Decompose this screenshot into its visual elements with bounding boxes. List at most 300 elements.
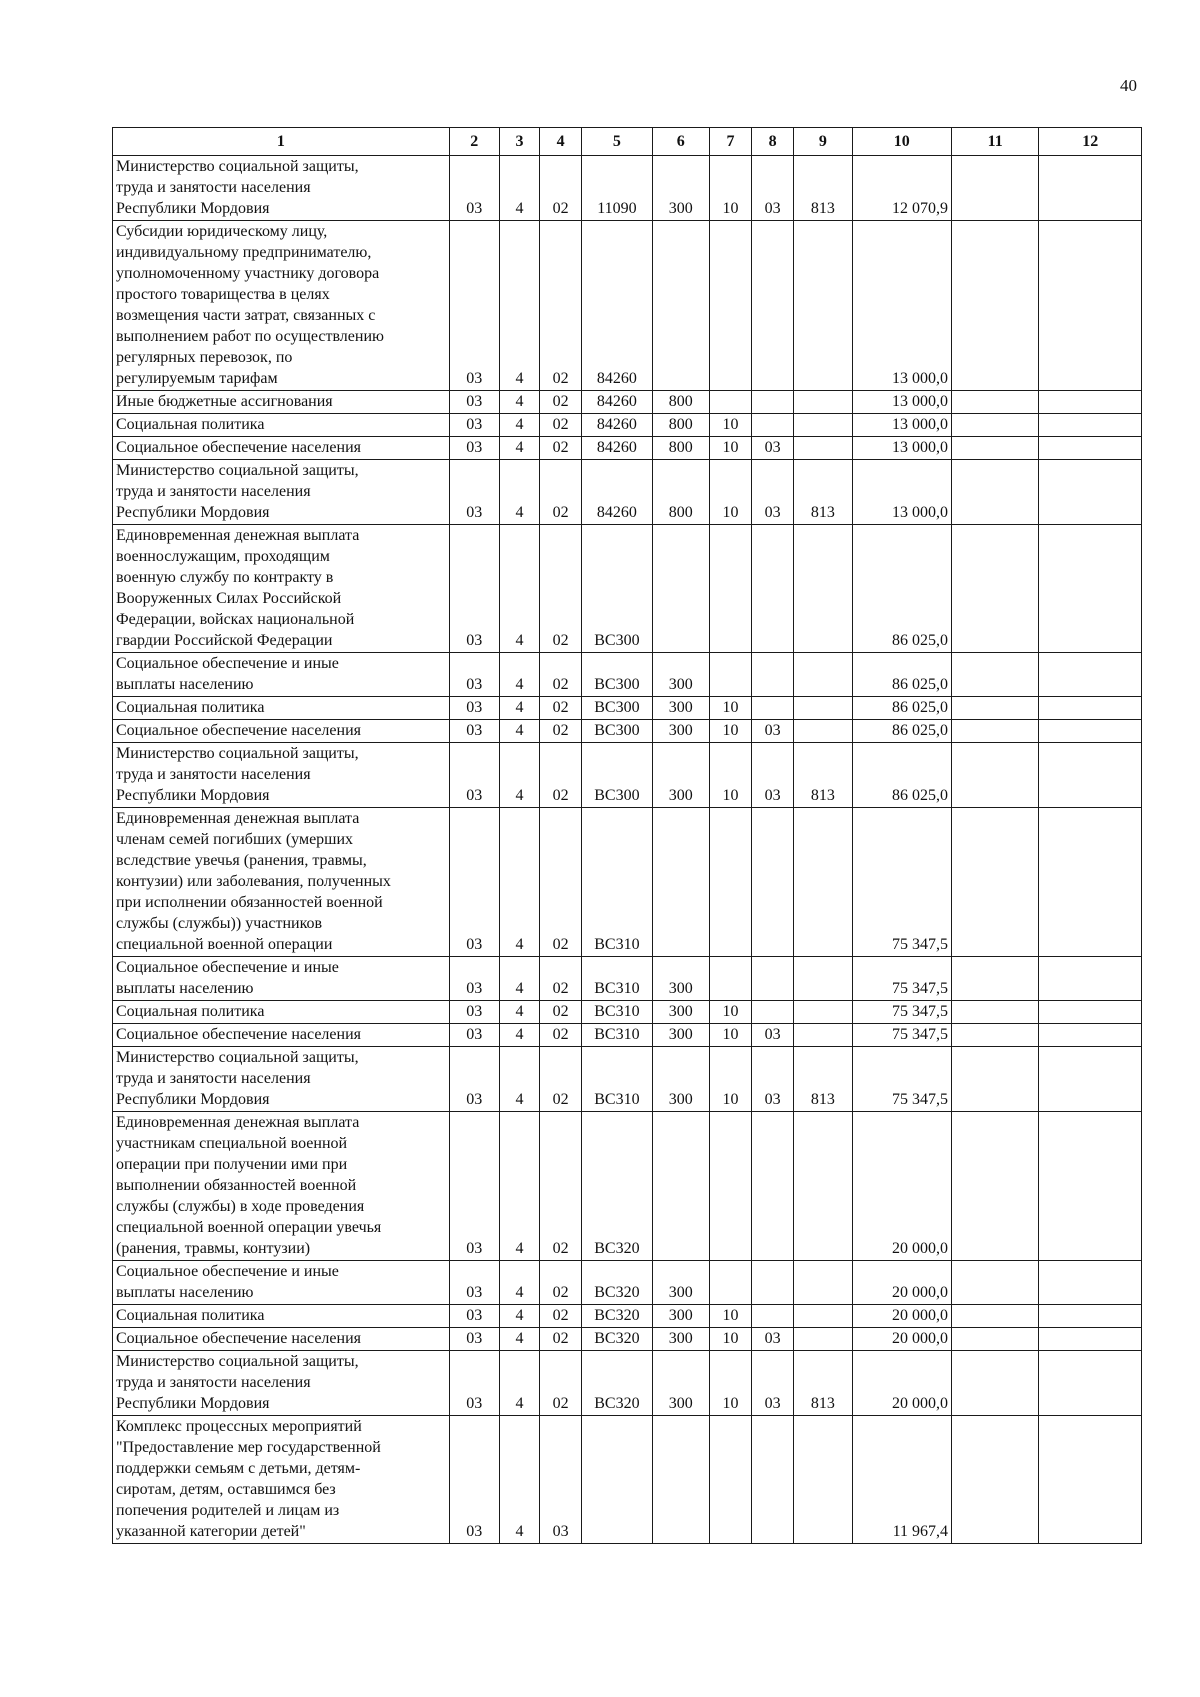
item-name-line: специальной военной операции [116, 936, 333, 953]
item-name-line: Социальное обеспечение и иные [116, 1263, 339, 1280]
column-11-cell [952, 437, 1039, 460]
target-code-cell: ВС320 [582, 1261, 652, 1305]
item-name-line: сиротам, детям, оставшимся без [116, 1481, 336, 1498]
grbs-code-cell [794, 1261, 852, 1305]
expense-type-cell [652, 1416, 709, 1544]
grbs-code-cell [794, 414, 852, 437]
expense-type-cell: 300 [652, 957, 709, 1001]
table-row [113, 1328, 1142, 1351]
podrazdel-code-cell: 03 [752, 743, 794, 808]
program-code-cell: 02 [540, 156, 582, 221]
target-code-cell: 84260 [582, 437, 652, 460]
section-code-cell: 03 [449, 1261, 499, 1305]
column-11-cell [952, 1416, 1039, 1544]
expense-type-cell [652, 525, 709, 653]
amount-cell: 11 967,4 [852, 1416, 951, 1544]
section-code-cell: 03 [449, 1416, 499, 1544]
expense-type-cell: 300 [652, 1047, 709, 1112]
table-row [113, 808, 1142, 957]
item-name-line: индивидуальному предпринимателю, [116, 244, 372, 261]
expense-type-cell: 800 [652, 391, 709, 414]
item-name-line: Социальная политика [116, 1003, 265, 1020]
column-12-cell [1039, 156, 1142, 221]
expense-type-cell: 300 [652, 1351, 709, 1416]
table-body [113, 156, 1142, 1544]
table-row [113, 391, 1142, 414]
section-code-cell: 03 [449, 221, 499, 391]
table-row [113, 156, 1142, 221]
razdel-code-cell: 10 [709, 414, 751, 437]
item-name-line: контузии) или заболевания, полученных [116, 873, 391, 890]
amount-cell: 13 000,0 [852, 391, 951, 414]
section-code-cell: 03 [449, 653, 499, 697]
podrazdel-code-cell [752, 1305, 794, 1328]
column-12-cell [1039, 460, 1142, 525]
item-name-line: Социальное обеспечение населения [116, 1330, 361, 1347]
item-name-line: Социальное обеспечение населения [116, 1026, 361, 1043]
grbs-code-cell [794, 720, 852, 743]
grbs-code-cell [794, 1416, 852, 1544]
column-12-cell [1039, 653, 1142, 697]
target-code-cell: ВС310 [582, 957, 652, 1001]
item-name-line: Социальная политика [116, 416, 265, 433]
table-row [113, 1416, 1142, 1544]
table-row [113, 1112, 1142, 1261]
amount-cell: 86 025,0 [852, 697, 951, 720]
podrazdel-code-cell: 03 [752, 437, 794, 460]
column-header: 1 [113, 128, 450, 156]
item-name-cell [113, 808, 450, 957]
target-code-cell: ВС300 [582, 743, 652, 808]
item-name-line: труда и занятости населения [116, 483, 311, 500]
grbs-code-cell [794, 1024, 852, 1047]
podrazdel-code-cell: 03 [752, 1024, 794, 1047]
amount-cell: 20 000,0 [852, 1305, 951, 1328]
podrazdel-code-cell [752, 1112, 794, 1261]
target-code-cell: 84260 [582, 460, 652, 525]
subsection-code-cell: 4 [499, 1328, 539, 1351]
item-name-line: Республики Мордовия [116, 200, 270, 217]
item-name-line: Социальное обеспечение и иные [116, 655, 339, 672]
item-name-line: членам семей погибших (умерших [116, 831, 354, 848]
column-12-cell [1039, 525, 1142, 653]
column-11-cell [952, 1328, 1039, 1351]
subsection-code-cell: 4 [499, 1261, 539, 1305]
podrazdel-code-cell [752, 653, 794, 697]
item-name-cell [113, 525, 450, 653]
program-code-cell: 02 [540, 1001, 582, 1024]
section-code-cell: 03 [449, 156, 499, 221]
column-12-cell [1039, 957, 1142, 1001]
item-name-line: Иные бюджетные ассигнования [116, 393, 333, 410]
expense-type-cell: 300 [652, 1328, 709, 1351]
amount-cell: 20 000,0 [852, 1261, 951, 1305]
item-name-cell [113, 1328, 450, 1351]
column-12-cell [1039, 1024, 1142, 1047]
column-header: 3 [499, 128, 539, 156]
razdel-code-cell: 10 [709, 720, 751, 743]
razdel-code-cell [709, 1112, 751, 1261]
item-name-cell [113, 1024, 450, 1047]
item-name-cell [113, 414, 450, 437]
item-name-line: Социальное обеспечение населения [116, 439, 361, 456]
section-code-cell: 03 [449, 1305, 499, 1328]
column-header: 10 [852, 128, 951, 156]
razdel-code-cell: 10 [709, 460, 751, 525]
column-11-cell [952, 653, 1039, 697]
amount-cell: 86 025,0 [852, 720, 951, 743]
column-header: 7 [709, 128, 751, 156]
item-name-cell [113, 720, 450, 743]
razdel-code-cell [709, 221, 751, 391]
grbs-code-cell [794, 437, 852, 460]
item-name-cell [113, 221, 450, 391]
table-row [113, 437, 1142, 460]
column-11-cell [952, 460, 1039, 525]
column-12-cell [1039, 1351, 1142, 1416]
item-name-line: труда и занятости населения [116, 766, 311, 783]
grbs-code-cell [794, 1001, 852, 1024]
expense-type-cell: 300 [652, 697, 709, 720]
item-name-line: труда и занятости населения [116, 1070, 311, 1087]
column-12-cell [1039, 437, 1142, 460]
subsection-code-cell: 4 [499, 414, 539, 437]
subsection-code-cell: 4 [499, 720, 539, 743]
grbs-code-cell: 813 [794, 156, 852, 221]
item-name-line: попечения родителей и лицам из [116, 1502, 340, 1519]
item-name-line: Министерство социальной защиты, [116, 1353, 359, 1370]
razdel-code-cell [709, 1261, 751, 1305]
item-name-line: простого товарищества в целях [116, 286, 330, 303]
subsection-code-cell: 4 [499, 808, 539, 957]
grbs-code-cell [794, 525, 852, 653]
program-code-cell: 02 [540, 525, 582, 653]
razdel-code-cell: 10 [709, 1047, 751, 1112]
item-name-line: уполномоченному участнику договора [116, 265, 380, 282]
program-code-cell: 02 [540, 221, 582, 391]
item-name-line: возмещения части затрат, связанных с [116, 307, 376, 324]
item-name-line: регулярных перевозок, по [116, 349, 293, 366]
grbs-code-cell [794, 1305, 852, 1328]
item-name-line: выплаты населению [116, 676, 254, 693]
program-code-cell: 02 [540, 1328, 582, 1351]
item-name-line: Республики Мордовия [116, 787, 270, 804]
expense-type-cell: 300 [652, 156, 709, 221]
item-name-cell [113, 1112, 450, 1261]
column-11-cell [952, 957, 1039, 1001]
program-code-cell: 02 [540, 743, 582, 808]
column-12-cell [1039, 1416, 1142, 1544]
razdel-code-cell: 10 [709, 156, 751, 221]
razdel-code-cell [709, 808, 751, 957]
podrazdel-code-cell: 03 [752, 1351, 794, 1416]
podrazdel-code-cell: 03 [752, 1047, 794, 1112]
column-12-cell [1039, 1328, 1142, 1351]
item-name-line: "Предоставление мер государственной [116, 1439, 381, 1456]
amount-cell: 75 347,5 [852, 1024, 951, 1047]
expense-type-cell [652, 221, 709, 391]
amount-cell: 86 025,0 [852, 653, 951, 697]
item-name-line: Министерство социальной защиты, [116, 1049, 359, 1066]
razdel-code-cell [709, 1416, 751, 1544]
subsection-code-cell: 4 [499, 957, 539, 1001]
item-name-line: Социальная политика [116, 699, 265, 716]
table-row [113, 1047, 1142, 1112]
column-11-cell [952, 697, 1039, 720]
column-12-cell [1039, 221, 1142, 391]
item-name-line: выполнением работ по осуществлению [116, 328, 384, 345]
subsection-code-cell: 4 [499, 1047, 539, 1112]
expense-type-cell: 300 [652, 1024, 709, 1047]
section-code-cell: 03 [449, 743, 499, 808]
subsection-code-cell: 4 [499, 391, 539, 414]
table-row [113, 653, 1142, 697]
item-name-line: выплаты населению [116, 1284, 254, 1301]
grbs-code-cell [794, 808, 852, 957]
column-11-cell [952, 391, 1039, 414]
razdel-code-cell: 10 [709, 437, 751, 460]
podrazdel-code-cell [752, 391, 794, 414]
expense-type-cell: 800 [652, 414, 709, 437]
target-code-cell: 84260 [582, 221, 652, 391]
amount-cell: 86 025,0 [852, 525, 951, 653]
item-name-line: Федерации, войсках национальной [116, 611, 355, 628]
budget-table [112, 127, 1142, 1544]
table-row [113, 1024, 1142, 1047]
item-name-line: Единовременная денежная выплата [116, 527, 360, 544]
column-header: 4 [540, 128, 582, 156]
program-code-cell: 03 [540, 1416, 582, 1544]
target-code-cell: ВС310 [582, 1047, 652, 1112]
subsection-code-cell: 4 [499, 1351, 539, 1416]
column-11-cell [952, 1261, 1039, 1305]
column-11-cell [952, 414, 1039, 437]
column-header: 12 [1039, 128, 1142, 156]
program-code-cell: 02 [540, 1261, 582, 1305]
table-row [113, 957, 1142, 1001]
podrazdel-code-cell [752, 1416, 794, 1544]
razdel-code-cell [709, 525, 751, 653]
item-name-line: Социальное обеспечение и иные [116, 959, 339, 976]
column-11-cell [952, 156, 1039, 221]
expense-type-cell: 300 [652, 1305, 709, 1328]
column-header: 6 [652, 128, 709, 156]
item-name-line: указанной категории детей" [116, 1523, 306, 1540]
section-code-cell: 03 [449, 460, 499, 525]
item-name-cell [113, 1416, 450, 1544]
column-header: 9 [794, 128, 852, 156]
column-12-cell [1039, 743, 1142, 808]
column-11-cell [952, 525, 1039, 653]
column-12-cell [1039, 1305, 1142, 1328]
table-row [113, 743, 1142, 808]
grbs-code-cell [794, 391, 852, 414]
target-code-cell: ВС300 [582, 720, 652, 743]
program-code-cell: 02 [540, 391, 582, 414]
program-code-cell: 02 [540, 720, 582, 743]
expense-type-cell: 300 [652, 720, 709, 743]
item-name-line: Министерство социальной защиты, [116, 462, 359, 479]
column-header: 11 [952, 128, 1039, 156]
item-name-line: труда и занятости населения [116, 1374, 311, 1391]
item-name-line: Субсидии юридическому лицу, [116, 223, 328, 240]
item-name-line: вследствие увечья (ранения, травмы, [116, 852, 367, 869]
item-name-line: при исполнении обязанностей военной [116, 894, 383, 911]
razdel-code-cell: 10 [709, 1328, 751, 1351]
subsection-code-cell: 4 [499, 221, 539, 391]
program-code-cell: 02 [540, 1305, 582, 1328]
table-row [113, 1001, 1142, 1024]
target-code-cell: ВС310 [582, 808, 652, 957]
razdel-code-cell [709, 957, 751, 1001]
item-name-line: выполнении обязанностей военной [116, 1177, 357, 1194]
table-row [113, 697, 1142, 720]
podrazdel-code-cell [752, 808, 794, 957]
section-code-cell: 03 [449, 1351, 499, 1416]
expense-type-cell: 800 [652, 460, 709, 525]
item-name-line: Социальное обеспечение населения [116, 722, 361, 739]
subsection-code-cell: 4 [499, 156, 539, 221]
target-code-cell: 84260 [582, 414, 652, 437]
subsection-code-cell: 4 [499, 460, 539, 525]
item-name-cell [113, 437, 450, 460]
section-code-cell: 03 [449, 1001, 499, 1024]
grbs-code-cell [794, 221, 852, 391]
item-name-cell [113, 1261, 450, 1305]
amount-cell: 13 000,0 [852, 460, 951, 525]
amount-cell: 20 000,0 [852, 1328, 951, 1351]
column-11-cell [952, 1001, 1039, 1024]
section-code-cell: 03 [449, 1047, 499, 1112]
subsection-code-cell: 4 [499, 743, 539, 808]
subsection-code-cell: 4 [499, 1024, 539, 1047]
expense-type-cell [652, 1112, 709, 1261]
item-name-cell [113, 743, 450, 808]
subsection-code-cell: 4 [499, 1305, 539, 1328]
column-header: 2 [449, 128, 499, 156]
table-row [113, 525, 1142, 653]
table-row [113, 1305, 1142, 1328]
podrazdel-code-cell [752, 1261, 794, 1305]
grbs-code-cell [794, 1328, 852, 1351]
podrazdel-code-cell [752, 1001, 794, 1024]
amount-cell: 12 070,9 [852, 156, 951, 221]
column-12-cell [1039, 391, 1142, 414]
grbs-code-cell: 813 [794, 1047, 852, 1112]
target-code-cell: ВС320 [582, 1305, 652, 1328]
table-row [113, 221, 1142, 391]
section-code-cell: 03 [449, 414, 499, 437]
program-code-cell: 02 [540, 1024, 582, 1047]
target-code-cell: ВС310 [582, 1024, 652, 1047]
section-code-cell: 03 [449, 697, 499, 720]
section-code-cell: 03 [449, 1112, 499, 1261]
target-code-cell: ВС320 [582, 1351, 652, 1416]
target-code-cell: ВС300 [582, 525, 652, 653]
target-code-cell: 11090 [582, 156, 652, 221]
section-code-cell: 03 [449, 525, 499, 653]
item-name-cell [113, 1001, 450, 1024]
section-code-cell: 03 [449, 720, 499, 743]
section-code-cell: 03 [449, 808, 499, 957]
amount-cell: 13 000,0 [852, 437, 951, 460]
podrazdel-code-cell: 03 [752, 1328, 794, 1351]
program-code-cell: 02 [540, 414, 582, 437]
table-header-row [113, 128, 1142, 156]
razdel-code-cell: 10 [709, 1305, 751, 1328]
table-row [113, 1351, 1142, 1416]
podrazdel-code-cell: 03 [752, 156, 794, 221]
item-name-line: (ранения, травмы, контузии) [116, 1240, 311, 1257]
item-name-cell [113, 653, 450, 697]
amount-cell: 13 000,0 [852, 221, 951, 391]
program-code-cell: 02 [540, 653, 582, 697]
amount-cell: 75 347,5 [852, 957, 951, 1001]
item-name-cell [113, 1305, 450, 1328]
grbs-code-cell [794, 697, 852, 720]
item-name-line: Республики Мордовия [116, 504, 270, 521]
amount-cell: 75 347,5 [852, 1047, 951, 1112]
program-code-cell: 02 [540, 1047, 582, 1112]
table-row [113, 1261, 1142, 1305]
column-11-cell [952, 1112, 1039, 1261]
item-name-line: Вооруженных Силах Российской [116, 590, 342, 607]
target-code-cell: ВС300 [582, 697, 652, 720]
section-code-cell: 03 [449, 437, 499, 460]
item-name-line: военнослужащим, проходящим [116, 548, 330, 565]
column-11-cell [952, 1351, 1039, 1416]
amount-cell: 75 347,5 [852, 1001, 951, 1024]
column-11-cell [952, 1305, 1039, 1328]
table-row [113, 460, 1142, 525]
item-name-line: Министерство социальной защиты, [116, 158, 359, 175]
expense-type-cell: 300 [652, 743, 709, 808]
section-code-cell: 03 [449, 1024, 499, 1047]
item-name-line: Комплекс процессных мероприятий [116, 1418, 362, 1435]
subsection-code-cell: 4 [499, 525, 539, 653]
section-code-cell: 03 [449, 957, 499, 1001]
expense-type-cell: 300 [652, 1261, 709, 1305]
grbs-code-cell [794, 653, 852, 697]
target-code-cell: ВС300 [582, 653, 652, 697]
program-code-cell: 02 [540, 808, 582, 957]
target-code-cell: ВС320 [582, 1328, 652, 1351]
item-name-line: военную службу по контракту в [116, 569, 334, 586]
item-name-line: службы (службы) в ходе проведения [116, 1198, 365, 1215]
item-name-line: службы (службы)) участников [116, 915, 323, 932]
subsection-code-cell: 4 [499, 1001, 539, 1024]
target-code-cell: 84260 [582, 391, 652, 414]
expense-type-cell: 300 [652, 653, 709, 697]
subsection-code-cell: 4 [499, 697, 539, 720]
item-name-cell [113, 957, 450, 1001]
table-row [113, 414, 1142, 437]
podrazdel-code-cell: 03 [752, 720, 794, 743]
column-12-cell [1039, 1112, 1142, 1261]
razdel-code-cell: 10 [709, 1351, 751, 1416]
item-name-line: поддержки семьям с детьми, детям- [116, 1460, 361, 1477]
target-code-cell: ВС320 [582, 1112, 652, 1261]
column-12-cell [1039, 414, 1142, 437]
expense-type-cell: 300 [652, 1001, 709, 1024]
item-name-cell [113, 391, 450, 414]
razdel-code-cell: 10 [709, 697, 751, 720]
column-11-cell [952, 1024, 1039, 1047]
program-code-cell: 02 [540, 957, 582, 1001]
target-code-cell: ВС310 [582, 1001, 652, 1024]
amount-cell: 13 000,0 [852, 414, 951, 437]
grbs-code-cell: 813 [794, 1351, 852, 1416]
